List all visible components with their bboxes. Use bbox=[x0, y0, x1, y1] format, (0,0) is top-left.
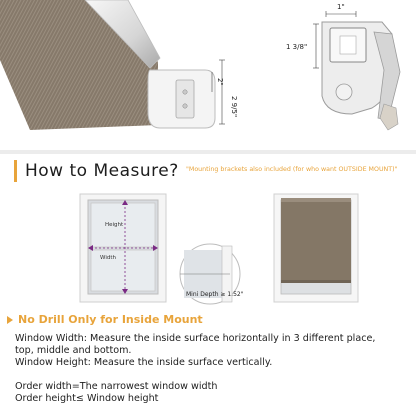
order-line: Order height≤ Window height bbox=[15, 392, 159, 404]
measure-diagram bbox=[0, 186, 416, 308]
roller-shade-cassette-illustration bbox=[0, 0, 416, 150]
triangle-bullet-icon bbox=[7, 316, 13, 324]
width-dimension-label: 1" bbox=[337, 3, 345, 11]
shade-installed-illustration bbox=[274, 194, 358, 302]
instruction-line: top, middle and bottom. bbox=[15, 345, 132, 357]
height-dimension-label: 2 9/5" bbox=[230, 96, 238, 118]
min-depth-label: Mini Depth ≥ 1.52" bbox=[186, 291, 244, 298]
instruction-line: Window Height: Measure the inside surface vertically. bbox=[15, 357, 273, 369]
height-label: Height bbox=[105, 222, 124, 228]
section-heading bbox=[14, 158, 179, 184]
depth-zoom-callout bbox=[180, 244, 244, 304]
inside-mount-heading: No Drill Only for Inside Mount bbox=[7, 313, 203, 326]
mounting-bracket-detail bbox=[286, 3, 400, 130]
section-separator bbox=[0, 150, 416, 154]
mounting-note: "Mounting brackets also included (for who want OUTSIDE MOUNT)" bbox=[186, 166, 398, 173]
window-illustration bbox=[80, 194, 166, 302]
measure-instructions bbox=[15, 333, 410, 405]
page-title: How to Measure? bbox=[25, 161, 179, 181]
order-line: Order width=The narrowest window width bbox=[15, 380, 218, 392]
heading-accent-bar bbox=[14, 160, 17, 182]
depth-dimension-label: 1 3/8" bbox=[286, 43, 308, 51]
product-photo bbox=[0, 0, 416, 150]
end-cap-bracket bbox=[176, 80, 194, 118]
bracket-dimension-label: 2" bbox=[216, 78, 224, 86]
instruction-line: Window Width: Measure the inside surface horizontally in 3 different place, bbox=[15, 333, 376, 344]
width-label: Width bbox=[100, 255, 116, 261]
